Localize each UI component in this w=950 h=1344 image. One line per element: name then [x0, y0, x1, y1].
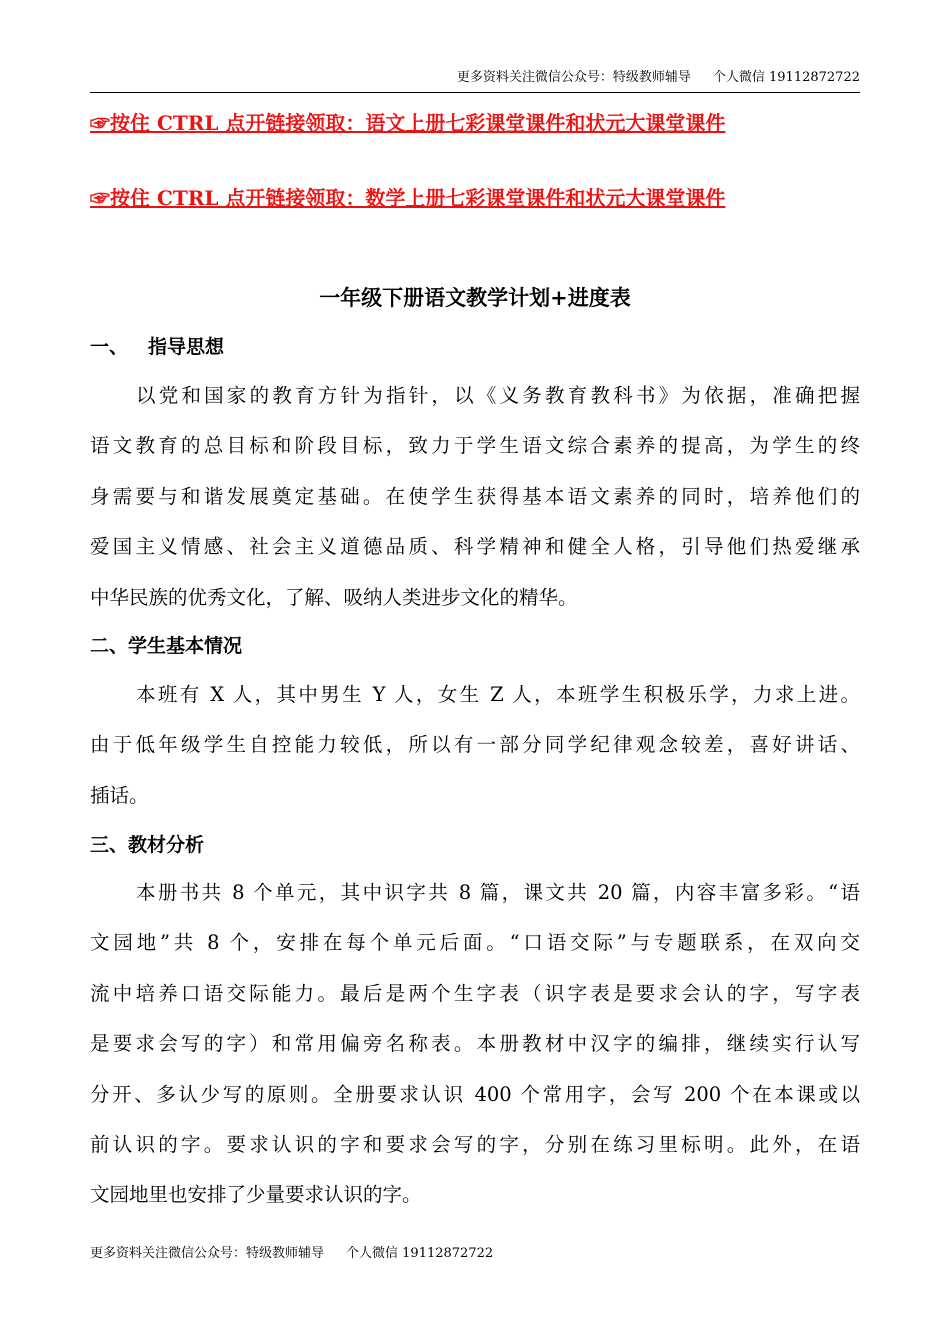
paragraph-line: 文园地”共 8 个，安排在每个单元后面。“口语交际”与专题联系，在双向交 [90, 931, 860, 955]
paragraph-line: 中华民族的优秀文化，了解、吸纳人类进步文化的精华。 [90, 585, 578, 609]
section-heading-guiding-ideology [90, 332, 224, 362]
paragraph-line: 由于低年级学生自控能力较低，所以有一部分同学纪律观念较差，喜好讲话、 [90, 733, 860, 757]
paragraph-line: 插话。 [90, 783, 149, 807]
footer-promo-text: 更多资料关注微信公众号：特级教师辅导 [90, 1246, 325, 1261]
section-heading-textbook-analysis: 三、教材分析 [90, 834, 205, 856]
paragraph-line: 本班有 X 人，其中男生 Y 人，女生 Z 人，本班学生积极乐学，力求上进。 [136, 683, 860, 706]
math-courseware-link[interactable]: ☞按住 CTRL 点开链接领取：数学上册七彩课堂课件和状元大课堂课件 [90, 186, 726, 210]
chinese-courseware-link[interactable]: ☞按住 CTRL 点开链接领取：语文上册七彩课堂课件和状元大课堂课件 [90, 111, 726, 135]
paragraph-line: 文园地里也安排了少量要求认识的字。 [90, 1183, 422, 1207]
paragraph-line: 身需要与和谐发展奠定基础。在使学生获得基本语文素养的同时，培养他们的 [90, 484, 860, 508]
textbook-analysis-paragraph [90, 868, 860, 1221]
paragraph-line: 以党和国家的教育方针为指针，以《义务教育教科书》为依据，准确把握 [136, 384, 860, 407]
paragraph-line: 前认识的字。要求认识的字和要求会写的字，分别在练习里标明。此外，在语 [90, 1132, 860, 1156]
page-footer [90, 1242, 493, 1266]
paragraph-line: 分开、多认少写的原则。全册要求认识 400 个常用字，会写 200 个在本课或以 [90, 1082, 860, 1106]
page-header [90, 64, 860, 93]
section-heading-text: 指导思想 [148, 336, 225, 358]
paragraph-line: 是要求会写的字）和常用偏旁名称表。本册教材中汉字的编排，继续实行认写 [90, 1032, 860, 1056]
header-wechat-text: 个人微信 19112872722 [712, 70, 860, 85]
section-number: 一、 [90, 336, 129, 358]
document-title: 一年级下册语文教学计划+进度表 [319, 285, 631, 310]
footer-wechat-text: 个人微信 19112872722 [346, 1246, 494, 1261]
paragraph-line: 流中培养口语交际能力。最后是两个生字表（识字表是要求会认的字，写字表 [90, 981, 860, 1005]
paragraph-line: 语文教育的总目标和阶段目标，致力于学生语文综合素养的提高，为学生的终 [90, 434, 860, 458]
student-situation-paragraph [90, 670, 860, 821]
paragraph-line: 本册书共 8 个单元，其中识字共 8 篇，课文共 20 篇，内容丰富多彩。“语 [136, 881, 860, 904]
guiding-ideology-paragraph [90, 371, 860, 623]
header-promo-text: 更多资料关注微信公众号：特级教师辅导 [456, 70, 691, 85]
section-heading-student-situation: 二、学生基本情况 [90, 635, 243, 657]
paragraph-line: 爱国主义情感、社会主义道德品质、科学精神和健全人格，引导他们热爱继承 [90, 535, 860, 559]
